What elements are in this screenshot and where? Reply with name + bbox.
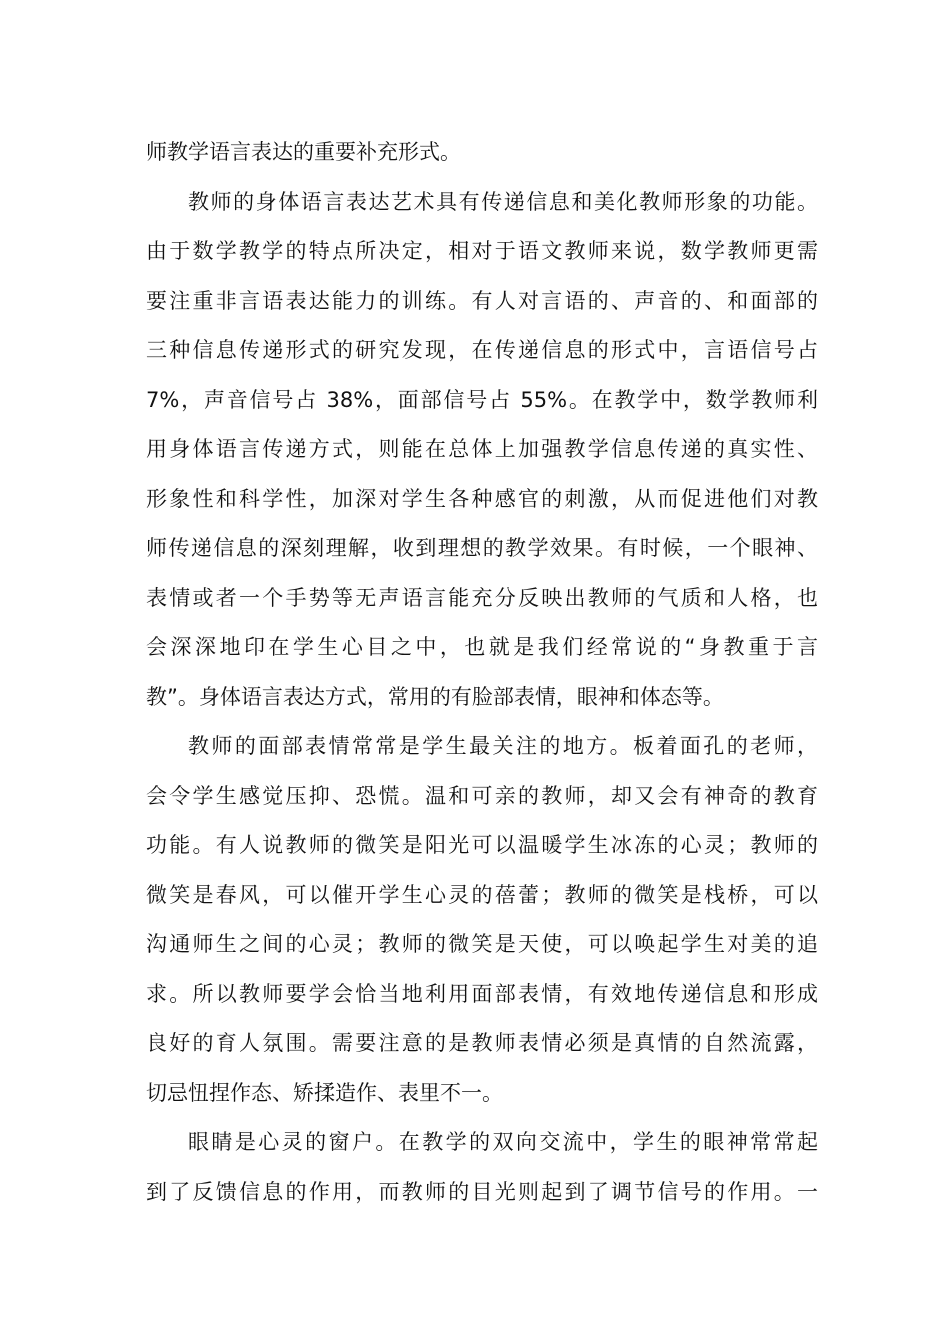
text-line: 师传递信息的深刻理解，收到理想的教学效果。有时候，一个眼神、 (146, 536, 818, 560)
text-line: 师教学语言表达的重要补充形式。 (146, 140, 461, 164)
body-text (146, 128, 818, 1217)
paragraph-start-line: 教师的面部表情常常是学生最关注的地方。板着面孔的老师， (188, 734, 818, 758)
text-line: 沟通师生之间的心灵；教师的微笑是天使，可以唤起学生对美的追 (146, 932, 818, 956)
text-line: 良好的育人氛围。需要注意的是教师表情必须是真情的自然流露， (146, 1031, 818, 1055)
text-line: 用身体语言传递方式，则能在总体上加强教学信息传递的真实性、 (146, 437, 818, 461)
text-line: 会深深地印在学生心目之中，也就是我们经常说的“身教重于言 (146, 635, 818, 659)
paragraph-start-line: 眼睛是心灵的窗户。在教学的双向交流中，学生的眼神常常起 (188, 1130, 818, 1154)
text-line: 形象性和科学性，加深对学生各种感官的刺激，从而促进他们对教 (146, 486, 818, 511)
text-line: 会令学生感觉压抑、恐慌。温和可亲的教师，却又会有神奇的教育 (146, 783, 818, 808)
text-line: 教”。身体语言表达方式，常用的有脸部表情，眼神和体态等。 (146, 684, 724, 709)
text-line: 由于数学教学的特点所决定，相对于语文教师来说，数学教师更需 (146, 239, 818, 263)
text-line: 微笑是春风，可以催开学生心灵的蓓蕾；教师的微笑是栈桥，可以 (146, 882, 818, 907)
text-line: 7%，声音信号占 38%，面部信号占 55%。在教学中，数学教师利 (146, 387, 818, 412)
text-line: 三种信息传递形式的研究发现，在传递信息的形式中，言语信号占 (146, 338, 818, 362)
text-line: 到了反馈信息的作用，而教师的目光则起到了调节信号的作用。一 (146, 1179, 818, 1204)
text-line: 要注重非言语表达能力的训练。有人对言语的、声音的、和面部的 (146, 288, 818, 313)
text-line: 切忌忸捏作态、矫揉造作、表里不一。 (146, 1080, 503, 1105)
text-line: 表情或者一个手势等无声语言能充分反映出教师的气质和人格，也 (146, 585, 818, 610)
paragraph-start-line: 教师的身体语言表达艺术具有传递信息和美化教师形象的功能。 (188, 189, 818, 214)
text-line: 功能。有人说教师的微笑是阳光可以温暖学生冰冻的心灵；教师的 (146, 833, 818, 857)
text-line: 求。所以教师要学会恰当地利用面部表情，有效地传递信息和形成 (146, 981, 818, 1006)
